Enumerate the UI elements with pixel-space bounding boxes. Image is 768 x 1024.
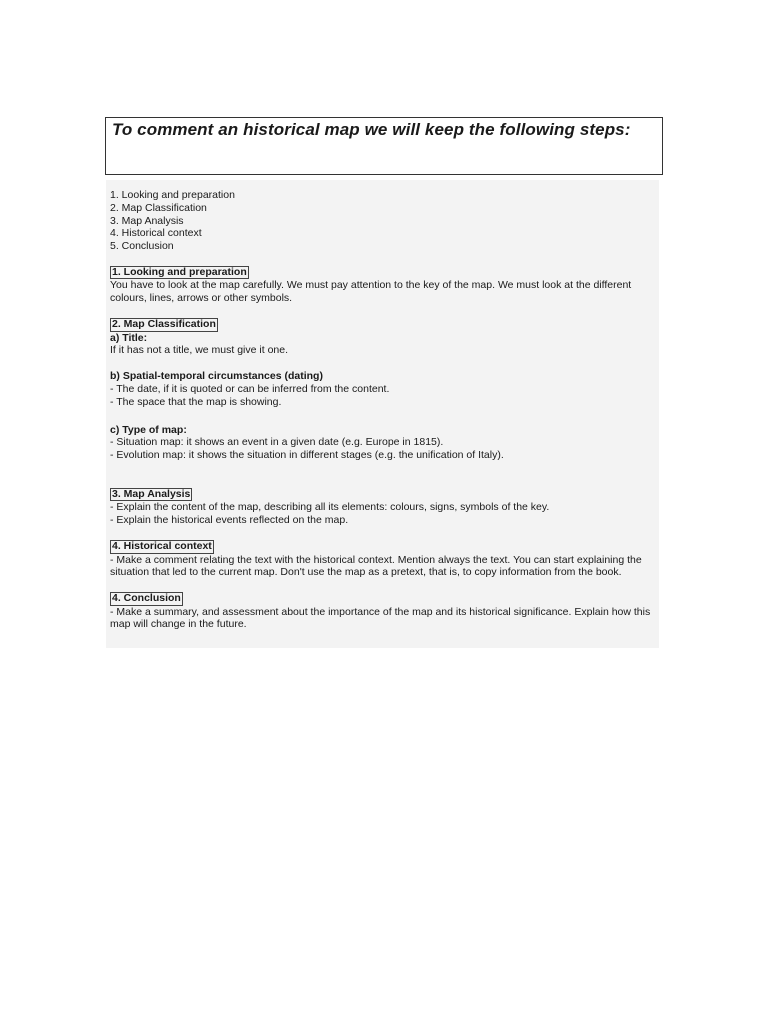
- section-heading: 4. Conclusion: [112, 592, 181, 605]
- list-item: 5. Conclusion: [110, 240, 174, 253]
- list-item: - Explain the historical events reflected on the map.: [110, 514, 349, 527]
- section-context: [110, 540, 659, 579]
- section-text: - Make a comment relating the text with the historical context. Mention always the text. You can start explaining the situation that led to the current map. Don't use the map as a pretext, that is, to copy information from the book.: [110, 553, 642, 579]
- subtext-title: If it has not a title, we must give it one.: [110, 344, 289, 357]
- section-looking: [110, 266, 659, 305]
- list-item: - The date, if it is quoted or can be inferred from the content.: [110, 382, 390, 395]
- list-item: 3. Map Analysis: [110, 214, 184, 227]
- subheading-type: c) Type of map:: [110, 423, 187, 436]
- list-item: - Explain the content of the map, describing all its elements: colours, signs, symbols of the key.: [110, 501, 550, 514]
- section-classification: [110, 318, 659, 462]
- list-item: - The space that the map is showing.: [110, 395, 282, 408]
- section-text: You have to look at the map carefully. We must pay attention to the key of the map. We must look at the different colours, lines, arrows or other symbols.: [110, 279, 632, 305]
- section-heading: 4. Historical context: [112, 540, 212, 553]
- list-item: - Situation map: it shows an event in a given date (e.g. Europe in 1815).: [110, 436, 444, 449]
- steps-list: [110, 189, 659, 253]
- subgroup-type: [110, 424, 659, 462]
- subheading-dating: b) Spatial-temporal circumstances (dating): [110, 370, 323, 383]
- content-panel: [106, 180, 659, 648]
- section-analysis: [110, 488, 659, 527]
- subheading-title: a) Title:: [110, 331, 148, 344]
- page-title: To comment an historical map we will keep the following steps:: [112, 120, 631, 139]
- list-item: 4. Historical context: [110, 227, 202, 240]
- section-heading: 1. Looking and preparation: [112, 265, 247, 278]
- section-text: - Make a summary, and assessment about the importance of the map and its historical significance. Explain how this map will change in the future.: [110, 605, 651, 631]
- list-item: 1. Looking and preparation: [110, 189, 235, 201]
- section-heading: 3. Map Analysis: [112, 487, 191, 500]
- title-box: [105, 117, 663, 175]
- list-item: 2. Map Classification: [110, 201, 207, 214]
- list-item: - Evolution map: it shows the situation in different stages (e.g. the unification of Italy).: [110, 449, 504, 462]
- section-conclusion: [110, 592, 659, 631]
- section-heading: 2. Map Classification: [112, 318, 216, 331]
- subgroup-dating: [110, 370, 659, 408]
